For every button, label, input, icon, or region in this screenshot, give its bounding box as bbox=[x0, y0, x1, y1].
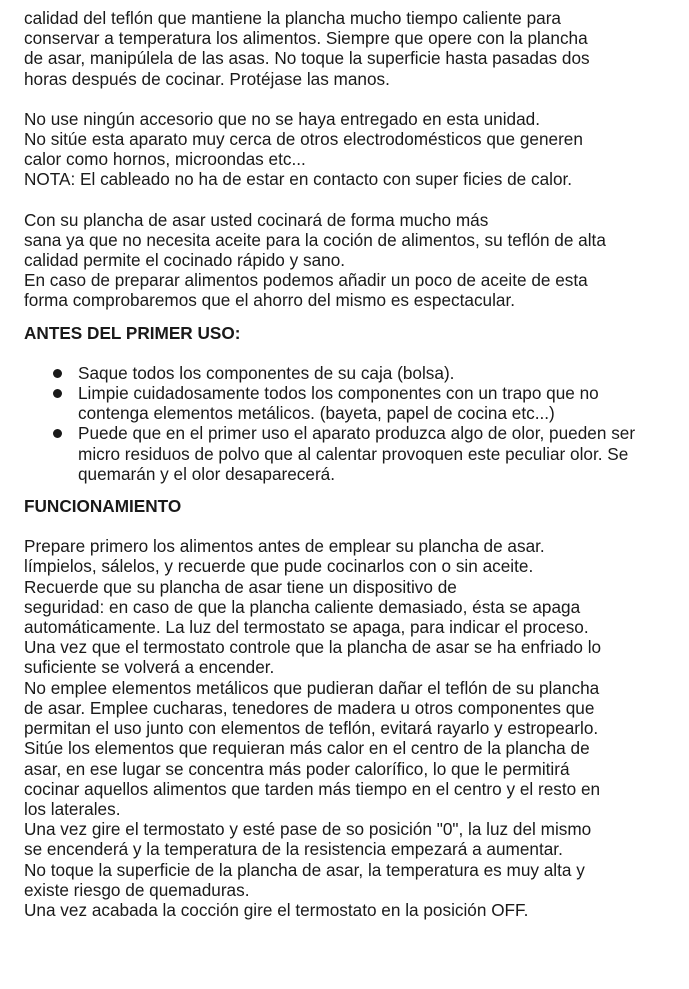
text-line: conservar a temperatura los alimentos. Siempre que opere con la plancha bbox=[24, 28, 588, 49]
manual-page bbox=[24, 8, 674, 920]
text-line: Sitúe los elementos que requieran más calor en el centro de la plancha de bbox=[24, 738, 590, 759]
text-line: Puede que en el primer uso el aparato produzca algo de olor, pueden ser bbox=[78, 423, 636, 444]
list-item bbox=[24, 383, 674, 423]
text-line: No toque la superficie de la plancha de asar, la temperatura es muy alta y bbox=[24, 859, 585, 880]
text-line: quemarán y el olor desaparecerá. bbox=[78, 463, 336, 484]
text-line: seguridad: en caso de que la plancha caliente demasiado, ésta se apaga bbox=[24, 596, 581, 617]
text-line: los laterales. bbox=[24, 798, 121, 819]
text-line: se encenderá y la temperatura de la resistencia empezará a aumentar. bbox=[24, 839, 563, 860]
text-line: de asar, manipúlela de las asas. No toque la superficie hasta pasadas dos bbox=[24, 48, 590, 69]
bullet-icon bbox=[53, 389, 62, 398]
text-line: suficiente se volverá a encender. bbox=[24, 657, 275, 678]
text-line: límpielos, sálelos, y recuerde que pude cocinarlos con o sin aceite. bbox=[24, 556, 534, 577]
text-line: contenga elementos metálicos. (bayeta, papel de cocina etc...) bbox=[78, 403, 555, 424]
text-line: horas después de cocinar. Protéjase las manos. bbox=[24, 68, 390, 89]
spacer bbox=[24, 484, 674, 496]
benefits-paragraph bbox=[24, 210, 674, 311]
warnings-paragraph bbox=[24, 109, 674, 190]
text-line: Saque todos los componentes de su caja (bolsa). bbox=[78, 362, 455, 383]
text-line: Recuerde que su plancha de asar tiene un dispositivo de bbox=[24, 576, 457, 597]
text-line: permitan el uso junto con elementos de teflón, evitará rayarlo y estropearlo. bbox=[24, 718, 599, 739]
spacer bbox=[24, 343, 674, 363]
text-line: forma comprobaremos que el ahorro del mismo es espectacular. bbox=[24, 290, 516, 311]
first-use-heading: ANTES DEL PRIMER USO: bbox=[24, 322, 241, 343]
text-line: calor como hornos, microondas etc... bbox=[24, 149, 306, 170]
text-line: NOTA: El cableado no ha de estar en contacto con super ficies de calor. bbox=[24, 169, 573, 190]
text-line: En caso de preparar alimentos podemos añadir un poco de aceite de esta bbox=[24, 270, 588, 291]
spacer bbox=[24, 190, 674, 210]
text-line: Prepare primero los alimentos antes de emplear su plancha de asar. bbox=[24, 536, 545, 557]
text-line: de asar. Emplee cucharas, tenedores de madera u otros componentes que bbox=[24, 697, 595, 718]
text-line: existe riesgo de quemaduras. bbox=[24, 879, 250, 900]
text-line: automáticamente. La luz del termostato se apaga, para indicar el proceso. bbox=[24, 617, 589, 638]
text-line: cocinar aquellos alimentos que tarden más tiempo en el centro y el resto en bbox=[24, 778, 601, 799]
first-use-list bbox=[24, 363, 674, 484]
text-line: Con su plancha de asar usted cocinará de forma mucho más bbox=[24, 209, 489, 230]
intro-paragraph bbox=[24, 8, 674, 89]
bullet-icon bbox=[53, 429, 62, 438]
text-line: No use ningún accesorio que no se haya entregado en esta unidad. bbox=[24, 108, 541, 129]
spacer bbox=[24, 311, 674, 323]
text-line: No sitúe esta aparato muy cerca de otros electrodomésticos que generen bbox=[24, 129, 583, 150]
text-line: Limpie cuidadosamente todos los componentes con un trapo que no bbox=[78, 383, 599, 404]
text-line: calidad permite el cocinado rápido y sano. bbox=[24, 250, 346, 271]
spacer bbox=[24, 89, 674, 109]
list-item bbox=[24, 363, 674, 383]
text-line: micro residuos de polvo que al calentar provoquen este peculiar olor. Se bbox=[78, 443, 629, 464]
text-line: Una vez acabada la cocción gire el termostato en la posición OFF. bbox=[24, 899, 529, 920]
operation-heading: FUNCIONAMIENTO bbox=[24, 496, 182, 517]
text-line: calidad del teflón que mantiene la plancha mucho tiempo caliente para bbox=[24, 8, 561, 28]
text-line: Una vez gire el termostato y esté pase de so posición "0", la luz del mismo bbox=[24, 819, 592, 840]
bullet-icon bbox=[53, 369, 62, 378]
text-line: No emplee elementos metálicos que pudieran dañar el teflón de su plancha bbox=[24, 677, 600, 698]
operation-paragraph bbox=[24, 536, 674, 920]
text-line: Una vez que el termostato controle que la plancha de asar se ha enfriado lo bbox=[24, 637, 602, 658]
text-line: sana ya que no necesita aceite para la coción de alimentos, su teflón de alta bbox=[24, 229, 606, 250]
text-line: asar, en ese lugar se concentra más poder calorífico, lo que le permitirá bbox=[24, 758, 570, 779]
list-item bbox=[24, 423, 674, 484]
spacer bbox=[24, 516, 674, 536]
